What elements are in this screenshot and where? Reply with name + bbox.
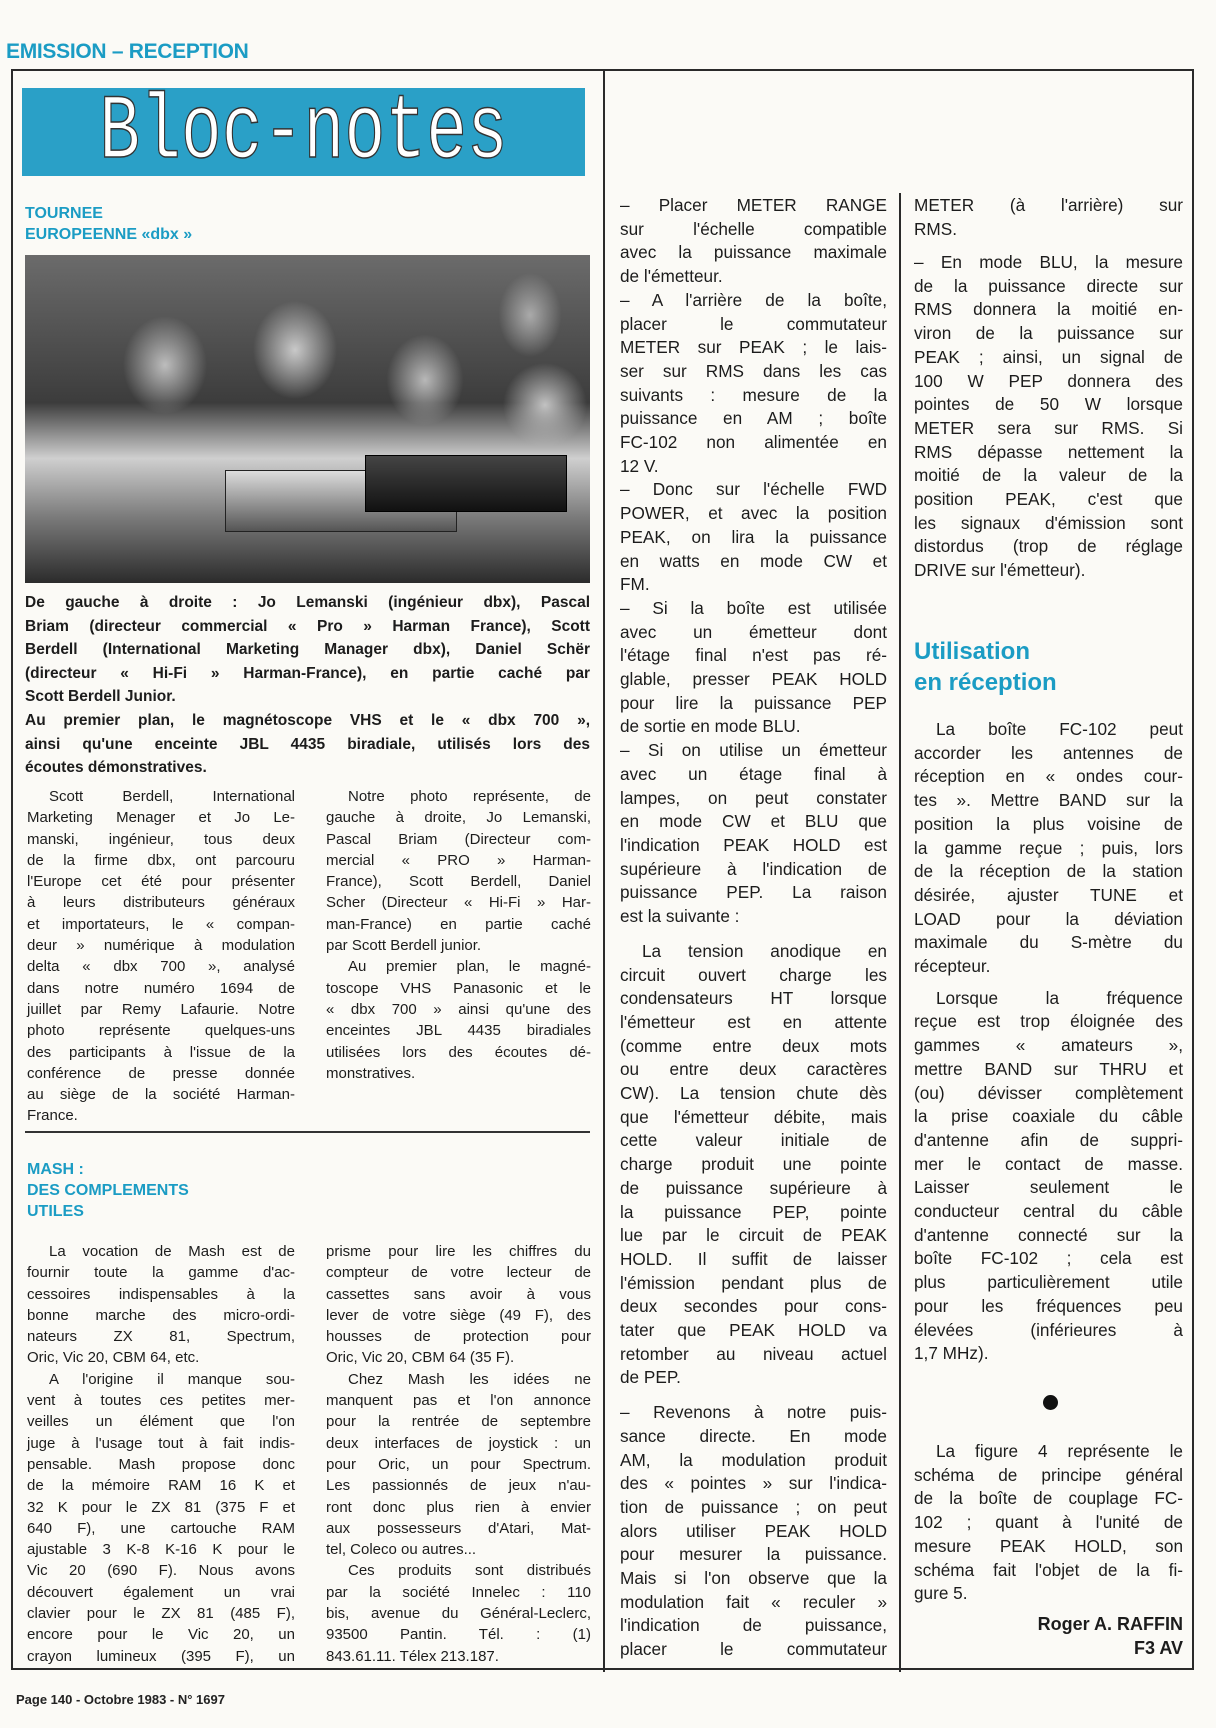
article-column-3 bbox=[620, 194, 887, 1662]
text-line: avec un étage final à bbox=[620, 763, 887, 784]
text-line: manquent pas et l'on annonce bbox=[326, 1392, 591, 1410]
bullet-dot bbox=[1043, 1395, 1058, 1410]
text-line: mer le contact de masse. bbox=[914, 1153, 1183, 1174]
text-line: de la réception de la station bbox=[914, 861, 1183, 882]
text-line: Scher (Directeur « Hi-Fi » Har- bbox=[326, 894, 591, 912]
text-line: Scott Berdell, International bbox=[49, 788, 295, 805]
text-line: – Placer METER RANGE bbox=[620, 195, 887, 215]
text-line: juge à l'usage tout à fait indis- bbox=[27, 1434, 295, 1452]
text-line: charge produit une pointe bbox=[620, 1154, 887, 1175]
text-line: Les passionnés de jeux n'au- bbox=[326, 1477, 591, 1495]
text-line: 640 F), une cartouche RAM bbox=[27, 1519, 295, 1537]
caption-line: Berdell (International Marketing Manager dbx), Daniel Schër bbox=[25, 641, 590, 659]
text-line: schéma fait l'objet de la fi- bbox=[914, 1559, 1183, 1580]
text-line: La boîte FC-102 peut bbox=[936, 719, 1183, 739]
caption-line: (directeur « Hi-Fi » Harman-France), en partie caché par bbox=[25, 664, 590, 682]
text-line: – A l'arrière de la boîte, bbox=[620, 289, 887, 310]
heading-line: UTILES bbox=[27, 1203, 84, 1220]
text-line: et importateurs, le « compan- bbox=[27, 915, 295, 933]
paragraph bbox=[620, 940, 887, 1390]
paragraph bbox=[27, 786, 295, 1127]
text-line: mettre BAND sur THRU et bbox=[914, 1058, 1183, 1079]
tournee-heading bbox=[25, 203, 192, 245]
text-line: au siège de la société Harman- bbox=[27, 1086, 295, 1104]
text-line: pour mesurer la puissance. bbox=[620, 1544, 887, 1565]
text-line: est la suivante : bbox=[620, 906, 740, 927]
text-line: vent à toutes ces petites mer- bbox=[27, 1392, 295, 1410]
text-line: cassettes sans avoir à vous bbox=[326, 1285, 591, 1303]
paragraph bbox=[620, 1401, 887, 1662]
text-line: désirée, ajuster TUNE et bbox=[914, 884, 1183, 905]
text-line: les signaux d'émission sont bbox=[914, 512, 1183, 533]
text-line: des participants à l'issue de la bbox=[27, 1043, 295, 1061]
text-line: Pascal Briam (Directeur com- bbox=[326, 830, 591, 848]
text-line: photo représente quelques-uns bbox=[27, 1022, 295, 1040]
text-line: pensable. Mash propose donc bbox=[27, 1455, 295, 1473]
caption-line: Briam (directeur commercial « Pro » Harman France), Scott bbox=[25, 617, 590, 635]
text-line: ser sur RMS dans les cas bbox=[620, 360, 887, 381]
text-line: schéma de principe général bbox=[914, 1464, 1183, 1485]
text-line: Au premier plan, le magné- bbox=[348, 958, 591, 976]
heading-line: EUROPEENNE «dbx » bbox=[25, 226, 193, 243]
text-line: (comme entre deux mots bbox=[620, 1035, 887, 1056]
tournee-column-1 bbox=[27, 786, 295, 1127]
paragraph bbox=[326, 786, 591, 956]
text-line: l'étage final n'est pas ré- bbox=[620, 645, 887, 666]
text-line: La vocation de Mash est de bbox=[49, 1243, 295, 1260]
text-line: de PEP. bbox=[620, 1367, 681, 1388]
photo-caption bbox=[25, 591, 590, 780]
text-line: élevées (inférieures à bbox=[914, 1319, 1183, 1340]
author-name: Roger A. RAFFIN bbox=[1037, 1614, 1183, 1634]
text-line: 100 W PEP donnera des bbox=[914, 370, 1183, 391]
text-line: dans notre numéro 1694 de bbox=[27, 979, 295, 997]
heading-line: en réception bbox=[914, 669, 1057, 696]
column-divider bbox=[603, 69, 605, 1672]
paragraph bbox=[914, 1440, 1183, 1606]
text-line: l'émetteur est en attente bbox=[620, 1011, 887, 1032]
text-line: La figure 4 représente le bbox=[936, 1441, 1183, 1461]
text-line: de puissance supérieure à bbox=[620, 1177, 887, 1198]
text-line: avec la puissance maximale bbox=[620, 242, 887, 263]
text-line: position la plus voisine de bbox=[914, 813, 1183, 834]
text-line: boîte FC-102 ; cela est bbox=[914, 1248, 1183, 1269]
heading-line: TOURNEE bbox=[25, 205, 103, 222]
text-line: HOLD. Il suffit de laisser bbox=[620, 1248, 887, 1269]
caption-line: Scott Berdell Junior. bbox=[25, 688, 176, 706]
text-line: – En mode BLU, la mesure bbox=[914, 252, 1183, 272]
paragraph bbox=[326, 1241, 591, 1369]
mash-column-1 bbox=[27, 1241, 295, 1667]
text-line: crayon lumineux (395 F), un bbox=[27, 1647, 295, 1665]
text-line: « dbx 700 » ainsi qu'une des bbox=[326, 1000, 591, 1018]
text-line: suivants : mesure de la bbox=[620, 384, 887, 405]
article-column-4-top bbox=[914, 194, 1183, 241]
text-line: de sortie en mode BLU. bbox=[620, 716, 801, 737]
text-line: DRIVE sur l'émetteur). bbox=[914, 560, 1086, 581]
text-line: deur » numérique à modulation bbox=[27, 937, 295, 955]
text-line: lue par le circuit de PEAK bbox=[620, 1225, 887, 1246]
text-line: de la boîte de couplage FC- bbox=[914, 1488, 1183, 1509]
heading-line: Utilisation bbox=[914, 638, 1031, 665]
text-line: avec un émetteur dont bbox=[620, 621, 887, 642]
text-line: AM, la modulation produit bbox=[620, 1449, 887, 1470]
text-line: mercial « PRO » Harman- bbox=[326, 851, 591, 869]
paragraph bbox=[620, 289, 887, 479]
text-line: pointes de 50 W lorsque bbox=[914, 394, 1183, 415]
paragraph bbox=[620, 478, 887, 597]
column-divider bbox=[899, 193, 901, 1672]
text-line: 12 V. bbox=[620, 455, 659, 476]
text-line: placer le commutateur bbox=[620, 1639, 887, 1660]
caption-line: écoutes démonstratives. bbox=[25, 759, 207, 777]
text-line: pour les fréquences peu bbox=[914, 1295, 1183, 1316]
section-divider bbox=[25, 1131, 590, 1133]
heading-line: DES COMPLEMENTS bbox=[27, 1182, 189, 1199]
paragraph bbox=[326, 1369, 591, 1561]
text-line: RMS. bbox=[914, 218, 957, 239]
caption-line: De gauche à droite : Jo Lemanski (ingénieur dbx), Pascal bbox=[25, 594, 590, 611]
text-line: compteur de votre lecteur de bbox=[326, 1264, 591, 1282]
text-line: sur l'échelle compatible bbox=[620, 218, 887, 239]
text-line: supérieure à l'indication de bbox=[620, 858, 887, 879]
text-line: utilisées lors des écoutes dé- bbox=[326, 1043, 591, 1061]
text-line: réception en « ondes cour- bbox=[914, 766, 1183, 787]
text-line: maximale du S-mètre du bbox=[914, 932, 1183, 953]
author-signature bbox=[914, 1612, 1183, 1660]
text-line: tes ». Mettre BAND sur la bbox=[914, 790, 1183, 811]
section-header: EMISSION – RECEPTION bbox=[6, 40, 249, 63]
text-line: fournir toute la gamme d'ac- bbox=[27, 1264, 295, 1282]
text-line: ou entre deux caractères bbox=[620, 1059, 887, 1080]
text-line: alors utiliser PEAK HOLD bbox=[620, 1520, 887, 1541]
text-line: – Si on utilise un émetteur bbox=[620, 740, 887, 761]
text-line: d'antenne connecté sur la bbox=[914, 1224, 1183, 1245]
text-line: POWER, et avec la position bbox=[620, 503, 887, 524]
article-column-4-reception bbox=[914, 718, 1183, 1366]
photo-dbx-unit bbox=[365, 455, 567, 512]
text-line: Ces produits sont distribués bbox=[348, 1562, 591, 1580]
text-line: l'émission pendant plus de bbox=[620, 1272, 887, 1293]
article-column-4-end bbox=[914, 1440, 1183, 1606]
text-line: d'antenne afin de suppri- bbox=[914, 1129, 1183, 1150]
text-line: en watts en mode CW et bbox=[620, 550, 887, 571]
text-line: sance directe. En mode bbox=[620, 1425, 887, 1446]
text-line: reçue est trop éloignée des bbox=[914, 1011, 1183, 1032]
text-line: deux secondes pour cons- bbox=[620, 1296, 887, 1317]
text-line: cessoires indispensables à la bbox=[27, 1285, 295, 1303]
text-line: METER (à l'arrière) sur bbox=[914, 195, 1183, 215]
text-line: Notre photo représente, de bbox=[348, 788, 591, 805]
text-line: PEAK, on lira la puissance bbox=[620, 526, 887, 547]
text-line: 32 K pour le ZX 81 (375 F et bbox=[27, 1498, 295, 1516]
text-line: Mais si l'on observe que la bbox=[620, 1568, 887, 1589]
banner-title: Bloc-notes bbox=[99, 88, 508, 176]
text-line: l'indication de puissance, bbox=[620, 1615, 887, 1636]
text-line: tater que PEAK HOLD va bbox=[620, 1320, 887, 1341]
text-line: Oric, Vic 20, CBM 64, etc. bbox=[27, 1349, 200, 1367]
group-photo bbox=[25, 255, 590, 583]
text-line: récepteur. bbox=[914, 956, 991, 977]
text-line: (ou) dévisser complètement bbox=[914, 1082, 1183, 1103]
text-line: enceintes JBL 4435 biradiales bbox=[326, 1022, 591, 1040]
text-line: CW). La tension chute dès bbox=[620, 1083, 887, 1104]
text-line: gammes « amateurs », bbox=[914, 1035, 1183, 1056]
text-line: tel, Coleco ou autres... bbox=[326, 1541, 477, 1559]
text-line: clavier pour le ZX 81 (485 F), bbox=[27, 1605, 295, 1623]
text-line: METER sera sur RMS. Si bbox=[914, 417, 1183, 438]
text-line: nateurs ZX 81, Spectrum, bbox=[27, 1328, 295, 1346]
text-line: 1,7 MHz). bbox=[914, 1343, 989, 1364]
tournee-column-2 bbox=[326, 786, 591, 1084]
text-line: 102 ; quant à l'unité de bbox=[914, 1512, 1183, 1533]
heading-line: MASH : bbox=[27, 1161, 84, 1178]
text-line: cette valeur initiale de bbox=[620, 1130, 887, 1151]
reception-heading bbox=[914, 636, 1057, 698]
text-line: PEAK ; ainsi, un signal de bbox=[914, 346, 1183, 367]
text-line: puissance PEP. La raison bbox=[620, 882, 887, 903]
text-line: de la firme dbx, ont parcouru bbox=[27, 851, 295, 869]
text-line: modulation fait « reculer » bbox=[620, 1591, 887, 1612]
text-line: mesure PEAK HOLD, son bbox=[914, 1535, 1183, 1556]
paragraph bbox=[914, 718, 1183, 979]
text-line: ront donc plus rien à envier bbox=[326, 1498, 591, 1516]
text-line: France), Scott Berdell, Daniel bbox=[326, 873, 591, 891]
text-line: La tension anodique en bbox=[642, 940, 887, 961]
text-line: 93500 Pantin. Tél. : (1) bbox=[326, 1626, 591, 1644]
text-line: de la mémoire RAM 16 K et bbox=[27, 1477, 295, 1495]
text-line: lampes, on peut constater bbox=[620, 787, 887, 808]
text-line: RMS dépasse nettement la bbox=[914, 441, 1183, 462]
text-line: – Donc sur l'échelle FWD bbox=[620, 479, 887, 500]
paragraph bbox=[620, 739, 887, 929]
text-line: FM. bbox=[620, 574, 650, 595]
page-footer: Page 140 - Octobre 1983 - N° 1697 bbox=[16, 1692, 225, 1707]
paragraph bbox=[914, 987, 1183, 1366]
text-line: pour lire la puissance PEP bbox=[620, 692, 887, 713]
text-line: des « pointes » sur l'indica- bbox=[620, 1473, 887, 1494]
paragraph bbox=[326, 956, 591, 1084]
text-line: encore pour le Vic 20, un bbox=[27, 1626, 295, 1644]
text-line: puissance en AM ; boîte bbox=[620, 408, 887, 429]
paragraph bbox=[27, 1241, 295, 1369]
paragraph bbox=[620, 194, 887, 289]
text-line: conférence de presse donnée bbox=[27, 1064, 295, 1082]
text-line: l'Europe cet été pour présenter bbox=[27, 873, 295, 891]
text-line: 843.61.11. Télex 213.187. bbox=[326, 1647, 499, 1665]
text-line: par Scott Berdell junior. bbox=[326, 937, 482, 955]
text-line: conducteur central du câble bbox=[914, 1201, 1183, 1222]
text-line: bonne marche des micro-ordi- bbox=[27, 1306, 295, 1324]
text-line: de la puissance directe sur bbox=[914, 275, 1183, 296]
text-line: gauche à droite, Jo Lemanski, bbox=[326, 809, 591, 827]
text-line: housses de protection pour bbox=[326, 1328, 591, 1346]
text-line: METER sur PEAK ; le lais- bbox=[620, 337, 887, 358]
text-line: pour la rentrée de septembre bbox=[326, 1413, 591, 1431]
text-line: Vic 20 (690 F). Nous avons bbox=[27, 1562, 295, 1580]
text-line: manski, ingénieur, tous deux bbox=[27, 830, 295, 848]
text-line: Lorsque la fréquence bbox=[936, 987, 1183, 1008]
text-line: Chez Mash les idées ne bbox=[348, 1370, 591, 1388]
text-line: Marketing Menager et Jo Le- bbox=[27, 809, 295, 827]
caption-line: ainsi qu'une enceinte JBL 4435 biradiale, utilisés lors des bbox=[25, 735, 590, 753]
text-line: la puissance PEP, pointe bbox=[620, 1201, 887, 1222]
text-line: à leurs distributeurs généraux bbox=[27, 894, 295, 912]
text-line: veilles un élément que l'on bbox=[27, 1413, 295, 1431]
text-line: en mode CW et BLU que bbox=[620, 811, 887, 832]
text-line: moitié de la valeur de la bbox=[914, 465, 1183, 486]
text-line: distordus (trop de réglage bbox=[914, 536, 1183, 557]
text-line: la prise coaxiale du câble bbox=[914, 1106, 1183, 1127]
paragraph bbox=[326, 1560, 591, 1666]
text-line: – Revenons à notre puis- bbox=[620, 1402, 887, 1423]
text-line: A l'origine il manque sou- bbox=[49, 1370, 295, 1388]
text-line: Oric, Vic 20, CBM 64 (35 F). bbox=[326, 1349, 515, 1367]
mash-column-2 bbox=[326, 1241, 591, 1667]
text-line: Laisser seulement le bbox=[914, 1177, 1183, 1198]
text-line: – Si la boîte est utilisée bbox=[620, 597, 887, 618]
text-line: RMS donnera la moitié en- bbox=[914, 299, 1183, 320]
text-line: retomber au niveau actuel bbox=[620, 1343, 887, 1364]
paragraph bbox=[914, 251, 1183, 583]
article-column-4-blu bbox=[914, 251, 1183, 583]
text-line: tion de puissance ; on peut bbox=[620, 1496, 887, 1517]
text-line: FC-102 non alimentée en bbox=[620, 432, 887, 453]
text-line: France. bbox=[27, 1107, 78, 1125]
text-line: viron de la puissance sur bbox=[914, 323, 1183, 344]
text-line: par la société Innelec : 110 bbox=[326, 1583, 591, 1601]
text-line: position PEAK, c'est que bbox=[914, 489, 1183, 510]
text-line: juillet par Remy Lafaurie. Notre bbox=[27, 1000, 295, 1018]
text-line: deux interfaces de joystick : un bbox=[326, 1434, 591, 1452]
text-line: placer le commutateur bbox=[620, 313, 887, 334]
paragraph bbox=[914, 194, 1183, 241]
text-line: bis, avenue du Général-Leclerc, bbox=[326, 1605, 591, 1623]
text-line: découvert également un vrai bbox=[27, 1583, 295, 1601]
text-line: aux possesseurs d'Atari, Mat- bbox=[326, 1519, 591, 1537]
caption-line: Au premier plan, le magnétoscope VHS et le « dbx 700 », bbox=[25, 711, 590, 729]
text-line: que l'émetteur débite, mais bbox=[620, 1106, 887, 1127]
text-line: de l'émetteur. bbox=[620, 266, 723, 287]
text-line: delta « dbx 700 », analysé bbox=[27, 958, 295, 976]
paragraph bbox=[27, 1369, 295, 1667]
text-line: ajustable 3 K-8 K-16 K pour le bbox=[27, 1541, 295, 1559]
text-line: glable, presser PEAK HOLD bbox=[620, 669, 887, 690]
text-line: gure 5. bbox=[914, 1583, 968, 1604]
text-line: accorder les antennes de bbox=[914, 742, 1183, 763]
text-line: lever de votre siège (49 F), des bbox=[326, 1306, 591, 1324]
text-line: pour Oric, un pour Spectrum. bbox=[326, 1455, 591, 1473]
mash-heading bbox=[27, 1159, 189, 1222]
text-line: prisme pour lire les chiffres du bbox=[326, 1243, 591, 1260]
text-line: man-France) en partie caché bbox=[326, 915, 591, 933]
text-line: circuit ouvert charge les bbox=[620, 964, 887, 985]
bloc-notes-banner bbox=[22, 88, 585, 176]
text-line: LOAD pour la déviation bbox=[914, 908, 1183, 929]
text-line: la gamme reçue ; puis, lors bbox=[914, 837, 1183, 858]
text-line: toscope VHS Panasonic et le bbox=[326, 979, 591, 997]
text-line: monstratives. bbox=[326, 1064, 416, 1082]
text-line: l'indication PEAK HOLD est bbox=[620, 834, 887, 855]
author-callsign: F3 AV bbox=[1133, 1638, 1183, 1658]
text-line: condensateurs HT lorsque bbox=[620, 988, 887, 1009]
text-line: plus particulièrement utile bbox=[914, 1272, 1183, 1293]
paragraph bbox=[620, 597, 887, 739]
